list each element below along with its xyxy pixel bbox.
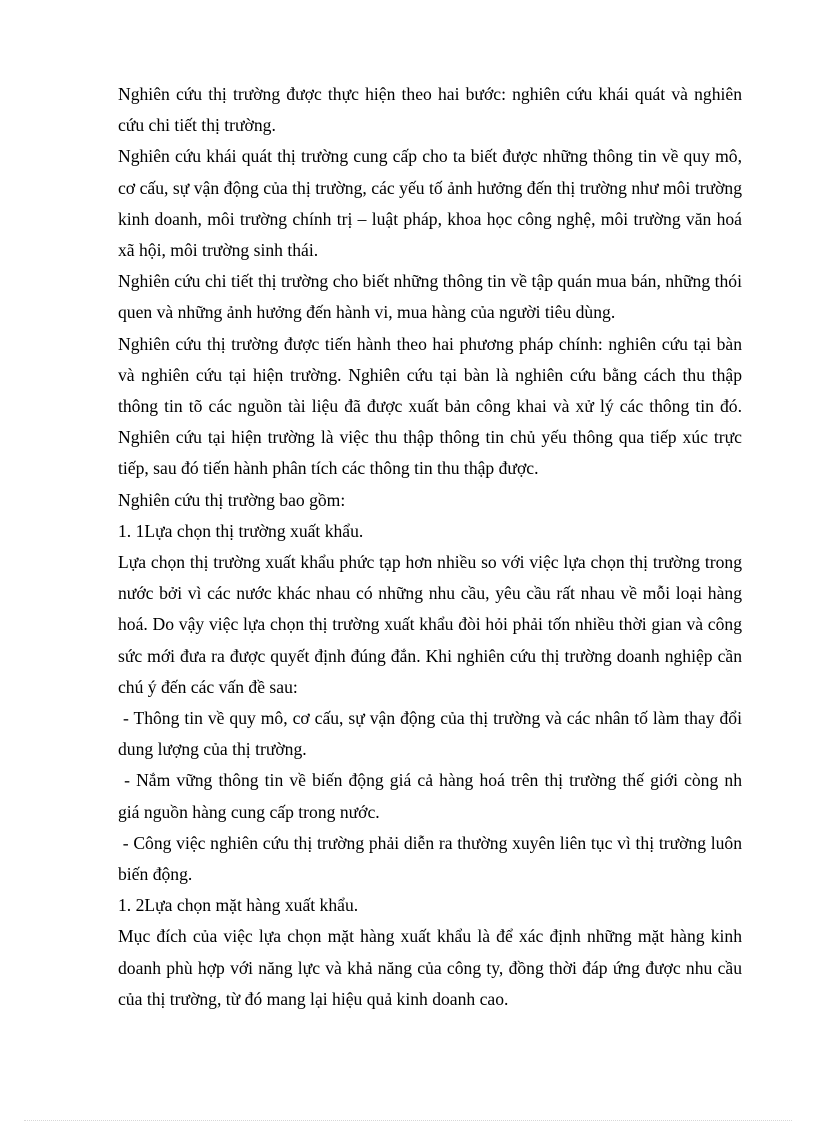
document-body — [118, 79, 756, 1015]
paragraph-general-research: Nghiên cứu khái quát thị trường cung cấp cho ta biết được những thông tin về quy mô, cơ cấu, sự vận động của thị trường, các yếu tố ảnh hưởng đến thị trường như môi trường kinh doanh, môi trường chính trị – luật pháp, khoa học công nghệ, môi trường văn hoá xã hội, môi trường sinh thái. — [118, 146, 742, 261]
paragraph-research-methods: Nghiên cứu thị trường được tiến hành theo hai phương pháp chính: nghiên cứu tại bàn và nghiên cứu tại hiện trường. Nghiên cứu tại bàn là nghiên cứu bằng cách thu thập thông tin tõ các nguồn tài liệu đã được xuất bản công khai và xử lý các thông tin đó. Nghiên cứu tại hiện trường là việc thu thập thông tin chủ yếu thông qua tiếp xúc trực tiếp, sau đó tiến hành phân tích các thông tin thu thập được. — [118, 333, 742, 479]
paragraph-product-selection: Mục đích của việc lựa chọn mặt hàng xuất khẩu là để xác định những mặt hàng kinh doanh phù hợp với năng lực và khả năng của công ty, đồng thời đáp ứng được nhu cầu của thị trường, từ đó mang lại hiệu quả kinh doanh cao. — [118, 926, 742, 1009]
heading-market-selection: 1. 1Lựa chọn thị trường xuất khẩu. — [118, 520, 364, 541]
bullet-price-info: - Nắm vững thông tin về biến động giá cả hàng hoá trên thị trường thế giới còng nh giá nguồn hàng cung cấp trong nước. — [118, 770, 756, 822]
paragraph-research-steps: Nghiên cứu thị trường được thực hiện theo hai bước: nghiên cứu khái quát và nghiên cứu chi tiết thị trường. — [118, 84, 742, 136]
page-bottom-divider — [24, 1120, 792, 1121]
paragraph-detailed-research: Nghiên cứu chi tiết thị trường cho biết những thông tin về tập quán mua bán, những thói quen và những ảnh hưởng đến hành vi, mua hàng của người tiêu dùng. — [118, 271, 742, 323]
bullet-continuous-research: - Công việc nghiên cứu thị trường phải diễn ra thường xuyên liên tục vì thị trường luôn biến động. — [118, 832, 747, 885]
bullet-market-info: - Thông tin về quy mô, cơ cấu, sự vận động của thị trường và các nhân tố làm thay đổi dung lượng của thị trường. — [118, 708, 747, 760]
paragraph-research-includes: Nghiên cứu thị trường bao gồm: — [118, 489, 346, 510]
heading-product-selection: 1. 2Lựa chọn mặt hàng xuất khẩu. — [118, 895, 359, 916]
paragraph-market-selection: Lựa chọn thị trường xuất khẩu phức tạp hơn nhiều so với việc lựa chọn thị trường trong nước bởi vì các nước khác nhau có những nhu cầu, yêu cầu rất nhau về mỗi loại hàng hoá. Do vậy việc lựa chọn thị trường xuất khẩu đòi hỏi phải tốn nhiều thời gian và công sức mới đưa ra được quyết định đúng đắn. Khi nghiên cứu thị trường doanh nghiệp cần chú ý đến các vấn đề sau: — [118, 552, 742, 697]
